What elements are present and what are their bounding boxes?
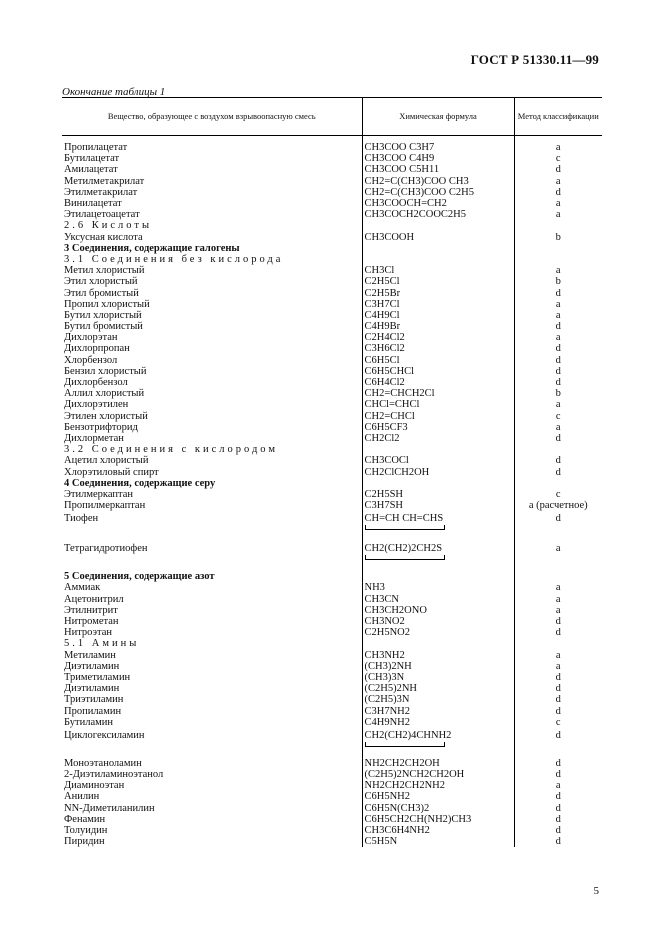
substance-name: Метил хлористый: [64, 265, 145, 277]
chemical-formula: [362, 769, 514, 780]
formula-text: CH2=C(CH3)COO C2H5: [364, 186, 474, 198]
chemical-formula: [362, 758, 514, 769]
chemical-formula: [362, 310, 514, 321]
substance-name: Этилмеркаптан: [64, 488, 134, 500]
classification-method: a: [514, 422, 602, 433]
classification-method: [514, 243, 602, 254]
table-row: [62, 814, 602, 825]
table-row: [62, 287, 602, 298]
chemical-formula: [362, 343, 514, 354]
table-row: [62, 500, 602, 511]
table-row: [62, 803, 602, 814]
chemical-formula: [362, 433, 514, 444]
chemical-formula: [362, 198, 514, 209]
table-row: [62, 399, 602, 410]
substance-name: Этилен хлористый: [64, 410, 148, 422]
substance-name: NN-Диметиланилин: [64, 802, 155, 814]
table-row: [62, 627, 602, 638]
formula-text: C6H4Cl2: [364, 377, 405, 389]
formula-text: C6H5NH2: [364, 791, 411, 803]
substance-name: Бутил хлористый: [64, 309, 142, 321]
substance-name: Дихлорэтилен: [64, 399, 129, 411]
substance-name: Нитроэтан: [64, 627, 113, 639]
classification-method: d: [514, 814, 602, 825]
formula-text: NH2CH2CH2OH: [364, 757, 440, 769]
table-row: [62, 541, 602, 571]
chemical-formula: [362, 399, 514, 410]
substance-name: Пиридин: [64, 836, 105, 848]
substance-name: Хлорбензол: [64, 354, 118, 366]
classification-method: a: [514, 605, 602, 616]
substance-name: Бензотрифторид: [64, 421, 138, 433]
table-row: [62, 455, 602, 466]
table-row: [62, 511, 602, 541]
chemical-formula: [362, 455, 514, 466]
classification-method: [514, 254, 602, 265]
column-header-substance: Вещество, образующее с воздухом взрывоопасную смесь: [62, 98, 362, 136]
table-row: [62, 276, 602, 287]
chemical-formula: [362, 243, 514, 254]
chemical-formula: [362, 478, 514, 489]
classification-method: d: [514, 694, 602, 705]
ring-bracket: [365, 525, 445, 530]
substance-name: Этил бромистый: [64, 287, 139, 299]
chemical-formula: [362, 672, 514, 683]
formula-text: C2H5Cl: [364, 276, 400, 288]
table-row: [62, 176, 602, 187]
chemical-formula: [362, 299, 514, 310]
table-row: [62, 791, 602, 802]
classification-method: c: [514, 153, 602, 164]
substance-name: Моноэтаноламин: [64, 757, 142, 769]
substance-name: Циклогексиламин: [64, 729, 145, 741]
table-row: [62, 489, 602, 500]
substance-name: 5 Соединения, содержащие азот: [64, 571, 215, 583]
table-row: [62, 672, 602, 683]
table-row: [62, 650, 602, 661]
chemical-formula: [362, 153, 514, 164]
table-row: [62, 758, 602, 769]
substance-name: Аммиак: [64, 582, 101, 594]
substance-name: 2-Диэтиламиноэтанол: [64, 769, 164, 781]
chemical-formula: [362, 717, 514, 728]
table-row: [62, 366, 602, 377]
classification-method: a: [514, 541, 602, 571]
chemical-formula: [362, 814, 514, 825]
chemical-formula: [362, 176, 514, 187]
table-row: [62, 243, 602, 254]
chemical-formula: [362, 661, 514, 672]
substance-name: Пропил хлористый: [64, 298, 150, 310]
classification-method: d: [514, 836, 602, 847]
substance-name: Этилметакрилат: [64, 186, 138, 198]
substance-name: Пропиламин: [64, 705, 122, 717]
classification-method: [514, 478, 602, 489]
substance-name: 3.1 Соединения без кислорода: [64, 253, 284, 265]
formula-text: C2H5NO2: [364, 627, 411, 639]
table-row: [62, 209, 602, 220]
classification-method: a: [514, 299, 602, 310]
table-row: [62, 836, 602, 847]
substance-name: Метилметакрилат: [64, 175, 145, 187]
classification-method: a: [514, 310, 602, 321]
substance-name: Ацетил хлористый: [64, 455, 149, 467]
formula-text: CH3CN: [364, 593, 399, 605]
substance-name: Амилацетат: [64, 164, 118, 176]
chemical-formula: [362, 388, 514, 399]
formula-text: C6H5Cl: [364, 354, 400, 366]
table-row: [62, 478, 602, 489]
substances-table: [62, 97, 602, 847]
table-row: [62, 717, 602, 728]
table-row: [62, 254, 602, 265]
chemical-formula: [362, 500, 514, 511]
substance-name: Хлорэтиловый спирт: [64, 466, 159, 478]
formula-text: CH3COOCH=CH2: [364, 198, 447, 210]
column-header-method: Метод классификации: [514, 98, 602, 136]
table-row: [62, 694, 602, 705]
classification-method: d: [514, 187, 602, 198]
formula-text: C6H5N(CH3)2: [364, 802, 430, 814]
substance-name: Диаминоэтан: [64, 780, 125, 792]
substance-name: 3 Соединения, содержащие галогены: [64, 242, 240, 254]
formula-text: C4H9NH2: [364, 716, 411, 728]
table-row: [62, 343, 602, 354]
table-row: [62, 321, 602, 332]
chemical-formula: [362, 287, 514, 298]
classification-method: b: [514, 276, 602, 287]
table-row: [62, 433, 602, 444]
substance-name: Тетрагидротиофен: [64, 543, 148, 555]
formula-text: CH3COO C5H11: [364, 164, 440, 176]
table-row: [62, 769, 602, 780]
substance-name: Бутиламин: [64, 716, 114, 728]
formula-text: CH3COO C4H9: [364, 153, 435, 165]
chemical-formula: [362, 825, 514, 836]
chemical-formula: [362, 265, 514, 276]
chemical-formula: [362, 650, 514, 661]
table-row: [62, 466, 602, 477]
classification-method: [514, 571, 602, 582]
classification-method: a: [514, 332, 602, 343]
chemical-formula: [362, 489, 514, 500]
formula-text: C2H5SH: [364, 488, 404, 500]
classification-method: d: [514, 672, 602, 683]
classification-method: d: [514, 627, 602, 638]
classification-method: d: [514, 366, 602, 377]
classification-method: d: [514, 355, 602, 366]
classification-method: d: [514, 455, 602, 466]
chemical-formula: [362, 411, 514, 422]
formula-text: C3H7NH2: [364, 705, 411, 717]
classification-method: d: [514, 791, 602, 802]
substance-name: 4 Соединения, содержащие серу: [64, 477, 216, 489]
table-row: [62, 388, 602, 399]
formula-text: C2H5Br: [364, 287, 401, 299]
substance-name: Триэтиламин: [64, 694, 124, 706]
classification-method: d: [514, 616, 602, 627]
chemical-formula: [362, 705, 514, 716]
formula-text: CH=CH CH=CHS: [364, 513, 444, 525]
standard-code: ГОСТ Р 51330.11—99: [470, 52, 599, 67]
classification-method: d: [514, 825, 602, 836]
chemical-formula: [362, 254, 514, 265]
classification-method: a (расчетное): [514, 500, 602, 511]
substance-name: Диэтиламин: [64, 683, 120, 695]
chemical-formula: [362, 164, 514, 175]
table-caption: Окончание таблицы 1: [62, 86, 166, 98]
page-number: 5: [593, 885, 599, 897]
formula-text: CH3CH2ONO: [364, 604, 427, 616]
classification-method: a: [514, 399, 602, 410]
classification-method: d: [514, 433, 602, 444]
formula-text: C6H5CF3: [364, 421, 408, 433]
formula-text: NH3: [364, 582, 385, 594]
substance-name: Тиофен: [64, 513, 99, 525]
classification-method: b: [514, 232, 602, 243]
substance-name: 5.1 Амины: [64, 638, 140, 650]
classification-method: a: [514, 582, 602, 593]
table-row: [62, 780, 602, 791]
formula-text: (C2H5)2NH: [364, 683, 417, 695]
chemical-formula: [362, 683, 514, 694]
formula-text: CH3COCl: [364, 455, 409, 467]
classification-method: a: [514, 650, 602, 661]
formula-text: CH3COO C3H7: [364, 142, 435, 154]
chemical-formula: [362, 187, 514, 198]
classification-method: c: [514, 717, 602, 728]
table-row: [62, 728, 602, 758]
chemical-formula: [362, 616, 514, 627]
formula-text: CHCl=CHCl: [364, 399, 420, 411]
classification-method: d: [514, 466, 602, 477]
classification-method: d: [514, 769, 602, 780]
substance-name: Дихлорпропан: [64, 343, 130, 355]
table-row: [62, 571, 602, 582]
table-row: [62, 187, 602, 198]
chemical-formula: [362, 377, 514, 388]
substance-name: Пропилмеркаптан: [64, 500, 146, 512]
formula-text: CH2(CH2)2CH2S: [364, 543, 443, 555]
substance-name: 2.6 Кислоты: [64, 220, 153, 232]
substance-name: Фенамин: [64, 813, 106, 825]
formula-text: (CH3)3N: [364, 671, 405, 683]
formula-text: (CH3)2NH: [364, 660, 412, 672]
formula-text: C3H7Cl: [364, 298, 400, 310]
chemical-formula: [362, 694, 514, 705]
substance-name: Винилацетат: [64, 198, 122, 210]
chemical-formula: [362, 511, 514, 541]
classification-method: a: [514, 780, 602, 791]
formula-text: C4H9Br: [364, 321, 401, 333]
classification-method: a: [514, 209, 602, 220]
formula-text: CH2=CHCl: [364, 410, 415, 422]
classification-method: d: [514, 705, 602, 716]
substance-name: Толуидин: [64, 825, 108, 837]
table-row: [62, 142, 602, 153]
chemical-formula: [362, 321, 514, 332]
table-body: [62, 136, 602, 848]
substance-name: Этил хлористый: [64, 276, 138, 288]
chemical-formula: [362, 780, 514, 791]
table-row: [62, 616, 602, 627]
substance-name: 3.2 Соединения с кислородом: [64, 444, 278, 456]
chemical-formula: [362, 366, 514, 377]
formula-text: CH2Cl2: [364, 432, 400, 444]
substance-name: Дихлорбензол: [64, 377, 128, 389]
table-row: [62, 825, 602, 836]
classification-method: d: [514, 683, 602, 694]
substance-name: Диэтиламин: [64, 660, 120, 672]
table-row: [62, 638, 602, 649]
classification-method: a: [514, 661, 602, 672]
classification-method: d: [514, 758, 602, 769]
table-row: [62, 661, 602, 672]
formula-text: (C2H5)2NCH2CH2OH: [364, 769, 465, 781]
substance-name: Бутил бромистый: [64, 321, 143, 333]
substance-name: Нитрометан: [64, 616, 119, 628]
chemical-formula: [362, 541, 514, 571]
chemical-formula: [362, 728, 514, 758]
chemical-formula: [362, 594, 514, 605]
table-header-row: [62, 98, 602, 136]
classification-method: d: [514, 377, 602, 388]
substance-name: Ацетонитрил: [64, 593, 124, 605]
table-row: [62, 605, 602, 616]
classification-method: a: [514, 142, 602, 153]
substance-name: Бутилацетат: [64, 153, 120, 165]
chemical-formula: [362, 355, 514, 366]
classification-method: a: [514, 198, 602, 209]
formula-text: C6H5CHCl: [364, 365, 415, 377]
table-row: [62, 411, 602, 422]
formula-text: C6H5CH2CH(NH2)CH3: [364, 813, 472, 825]
substance-name: Этилнитрит: [64, 604, 118, 616]
table-row: [62, 198, 602, 209]
substance-name: Аллил хлористый: [64, 388, 145, 400]
table-row: [62, 355, 602, 366]
chemical-formula: [362, 220, 514, 231]
formula-text: CH3COOH: [364, 231, 415, 243]
chemical-formula: [362, 466, 514, 477]
classification-method: d: [514, 728, 602, 758]
substance-name: Бензил хлористый: [64, 365, 147, 377]
chemical-formula: [362, 836, 514, 847]
chemical-formula: [362, 605, 514, 616]
classification-method: c: [514, 411, 602, 422]
table-row: [62, 705, 602, 716]
formula-text: CH3C6H4NH2: [364, 825, 430, 837]
chemical-formula: [362, 276, 514, 287]
table-row: [62, 582, 602, 593]
classification-method: [514, 444, 602, 455]
table-row: [62, 299, 602, 310]
table-row: [62, 377, 602, 388]
table-row: [62, 444, 602, 455]
chemical-formula: [362, 791, 514, 802]
classification-method: c: [514, 489, 602, 500]
table-row: [62, 153, 602, 164]
chemical-formula: [362, 209, 514, 220]
formula-text: (C2H5)3N: [364, 694, 410, 706]
classification-method: b: [514, 388, 602, 399]
table-row: [62, 332, 602, 343]
ring-bracket: [365, 555, 445, 560]
table-row: [62, 422, 602, 433]
substance-name: Этилацетоацетат: [64, 209, 140, 221]
classification-method: a: [514, 594, 602, 605]
substance-name: Пропилацетат: [64, 142, 128, 154]
formula-text: C5H5N: [364, 836, 398, 848]
substance-name: Анилин: [64, 791, 100, 803]
chemical-formula: [362, 444, 514, 455]
substance-name: Метиламин: [64, 649, 116, 661]
classification-method: d: [514, 511, 602, 541]
chemical-formula: [362, 582, 514, 593]
chemical-formula: [362, 232, 514, 243]
chemical-formula: [362, 638, 514, 649]
chemical-formula: [362, 803, 514, 814]
classification-method: d: [514, 287, 602, 298]
chemical-formula: [362, 332, 514, 343]
formula-text: CH3Cl: [364, 265, 395, 277]
column-header-formula: Химическая формула: [362, 98, 514, 136]
formula-text: CH2=CHCH2Cl: [364, 388, 435, 400]
classification-method: a: [514, 176, 602, 187]
substance-name: Уксусная кислота: [64, 231, 143, 243]
substance-name: Дихлорметан: [64, 432, 124, 444]
classification-method: d: [514, 803, 602, 814]
table-row: [62, 265, 602, 276]
chemical-formula: [362, 422, 514, 433]
substance-name: Триметиламин: [64, 671, 131, 683]
formula-text: CH2ClCH2OH: [364, 466, 430, 478]
table-row: [62, 220, 602, 231]
formula-text: C3H7SH: [364, 500, 404, 512]
table-row: [62, 310, 602, 321]
classification-method: d: [514, 321, 602, 332]
substance-name: Дихлорэтан: [64, 332, 118, 344]
formula-text: C2H4Cl2: [364, 332, 405, 344]
chemical-formula: [362, 571, 514, 582]
chemical-formula: [362, 142, 514, 153]
chemical-formula: [362, 627, 514, 638]
classification-method: d: [514, 164, 602, 175]
table-row: [62, 232, 602, 243]
classification-method: a: [514, 265, 602, 276]
formula-text: CH3NH2: [364, 649, 405, 661]
classification-method: d: [514, 343, 602, 354]
formula-text: NH2CH2CH2NH2: [364, 780, 446, 792]
table-row: [62, 164, 602, 175]
table-row: [62, 683, 602, 694]
table-row: [62, 594, 602, 605]
formula-text: C4H9Cl: [364, 309, 400, 321]
formula-text: CH3COCH2COOC2H5: [364, 209, 467, 221]
classification-method: [514, 638, 602, 649]
classification-method: [514, 220, 602, 231]
ring-bracket: [365, 742, 445, 747]
formula-text: CH3NO2: [364, 616, 405, 628]
formula-text: C3H6Cl2: [364, 343, 405, 355]
formula-text: CH2=C(CH3)COO CH3: [364, 175, 469, 187]
formula-text: CH2(CH2)4CHNH2: [364, 729, 452, 741]
